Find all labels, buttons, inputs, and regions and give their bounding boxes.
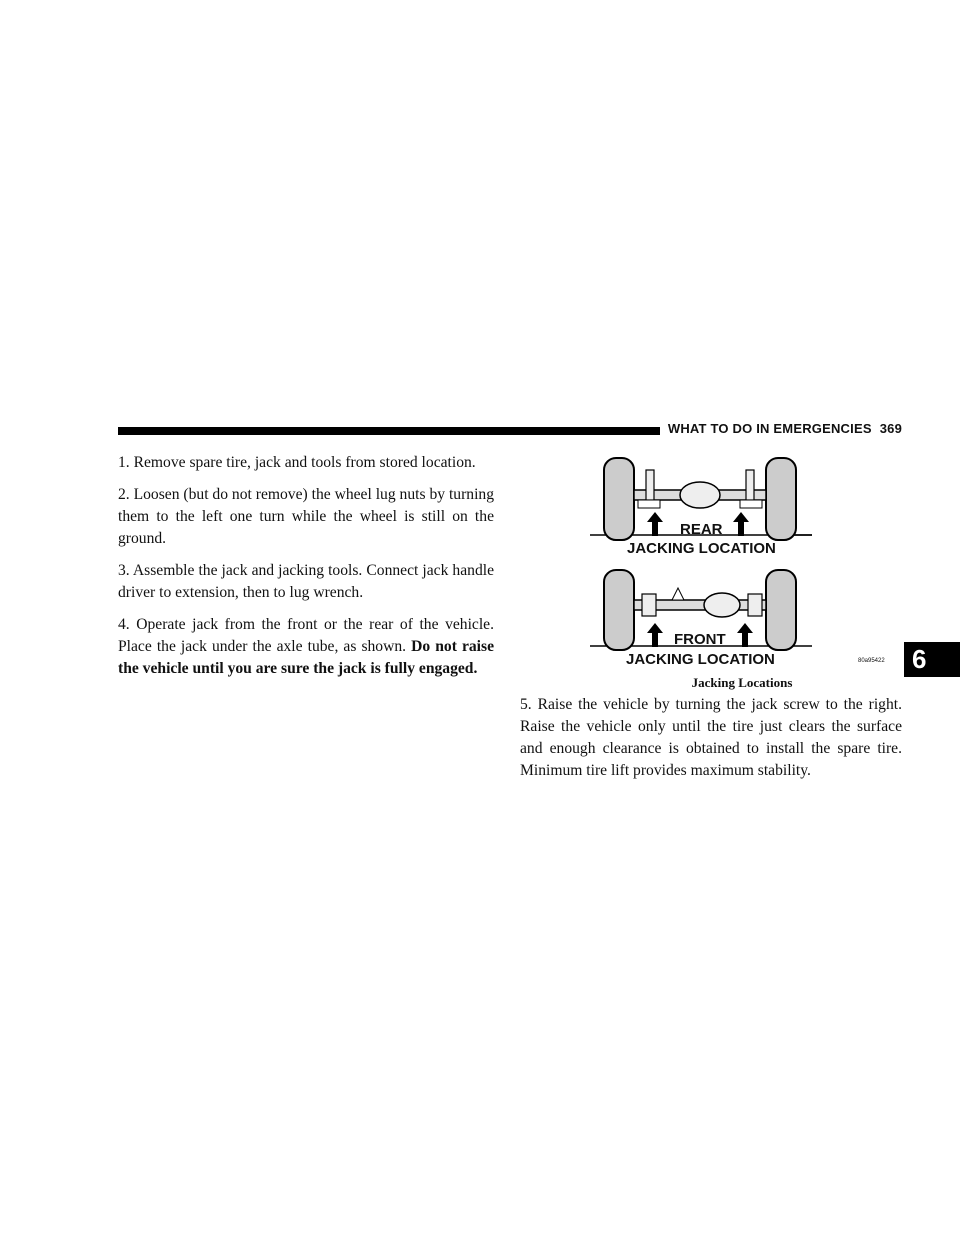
front-right-arrow: [737, 623, 753, 647]
front-left-tire: [604, 570, 634, 650]
front-label: FRONT: [674, 631, 726, 648]
header-bar: [118, 427, 660, 435]
page-number: 369: [879, 421, 902, 436]
figure-caption: Jacking Locations: [691, 675, 793, 690]
section-tab: 6: [904, 642, 960, 677]
step-4-warning: Do not raise the vehicle until you are sure the jack is fully engaged.: [118, 638, 494, 677]
rear-right-arrow: [733, 512, 749, 536]
step-3: 3. Assemble the jack and jacking tools. Connect jack handle driver to extension, then to lug wrench.: [118, 562, 494, 601]
rear-axle-illustration: [590, 458, 812, 557]
right-column: [520, 694, 902, 782]
step-4-text: 4. Operate jack from the front or the rear of the vehicle. Place the jack under the axle tube, as shown.: [118, 616, 494, 655]
rear-right-tire: [766, 458, 796, 540]
rear-jacking-location-label: JACKING LOCATION: [627, 540, 776, 557]
jacking-locations-figure: [582, 452, 902, 670]
section-title: WHAT TO DO IN EMERGENCIES: [667, 421, 872, 436]
figure-code: 80a95422: [858, 658, 885, 664]
step-5: 5. Raise the vehicle by turning the jack screw to the right. Raise the vehicle only until the tire just clears the surface and enough clearance is obtained to install the spare tire. Minimum tire lift provides maximum stability.: [520, 696, 902, 779]
front-right-tire: [766, 570, 796, 650]
left-column: [118, 452, 494, 690]
step-4: [118, 614, 494, 680]
jacking-diagram: [582, 452, 902, 670]
front-jacking-location-label: JACKING LOCATION: [626, 651, 775, 668]
rear-left-arrow: [647, 512, 663, 536]
front-left-arrow: [647, 623, 663, 647]
step-1: 1. Remove spare tire, jack and tools from stored location.: [118, 454, 476, 471]
step-2: 2. Loosen (but do not remove) the wheel lug nuts by turning them to the left one turn while the wheel is still on the ground.: [118, 486, 494, 547]
front-axle-illustration: [590, 570, 812, 668]
rear-label: REAR: [680, 521, 723, 538]
running-header: [668, 421, 902, 436]
rear-left-tire: [604, 458, 634, 540]
